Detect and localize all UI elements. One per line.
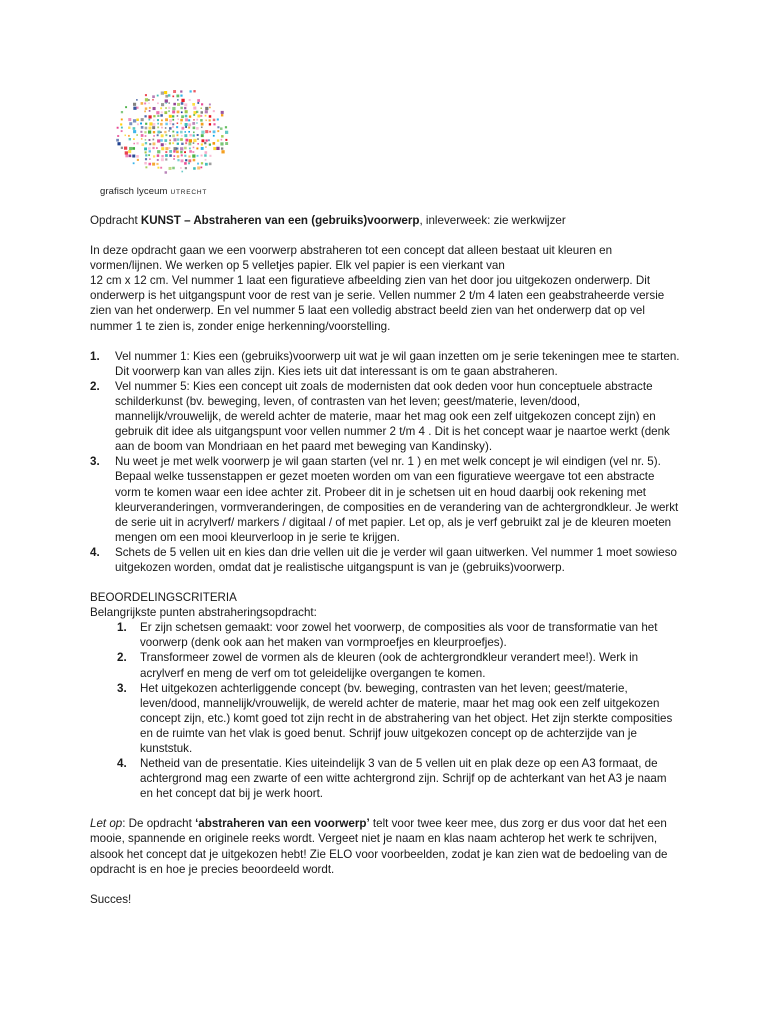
note-paragraph: [90, 816, 680, 876]
logo-school-name: grafisch lyceum: [100, 186, 168, 197]
logo-city: UTRECHT: [170, 189, 208, 196]
criteria-item: [90, 756, 680, 801]
step-text: Vel nummer 5: Kies een concept uit zoals de modernisten dat ook deden voor hun conceptuele abstracte schilderkunst (bv. beweging, leven, of contrasten van het leven; geest/materie, leven/dood, mannelijk/vrouwelijk, de wereld achter de materie, maar het mag ook een zelf uitgekozen concept zijn) en gebruik dit idee als uitgangspunt voor vellen nummer 2 t/m 4 . Dit is het concept waar je naartoe werkt (denk aan de boom van Mondriaan en het paard met beweging van Kandinsky).: [115, 379, 670, 454]
intro-line-1: In deze opdracht gaan we een voorwerp abstraheren tot een concept dat alleen bestaat uit kleuren en vormen/lijnen. We werken op 5 velletjes papier. Elk vel papier is een vierkant van: [90, 244, 613, 273]
title-bold: KUNST – Abstraheren van een (gebruiks)voorwerp: [140, 214, 420, 227]
intro-line-2: 12 cm x 12 cm. Vel nummer 1 laat een figuratieve afbeelding zien van het door jou uitgekozen onderwerp. Dit onderwerp is het uitgangspunt voor de rest van je serie. Vellen nummer 2 t/m 4 laten een geabstraheerde versie zien van het onderwerp. En vel nummer 5 laat een volledig abstract beeld zien van het onderwerp dat op vel nummer 1 te zien is, zonder enige herkenning/voorstelling.: [90, 274, 665, 333]
criteria-number: 1.: [117, 621, 127, 635]
logo-wordmark: [100, 186, 207, 198]
step-number: 1.: [90, 349, 100, 363]
title-prefix: Opdracht: [90, 214, 141, 227]
step-text: Nu weet je met welk voorwerp je wil gaan starten (vel nr. 1 ) en met welk concept je wil eindigen (vel nr. 5). Bepaal welke tussenstappen er gezet moeten worden om van een figuratieve weergave tot een abstracte vorm te komen waar een idee achter zit. Probeer dit in je schetsen uit en houd daarbij ook rekening met kleurveranderingen, vormveranderingen, de composities en de verandering van de achtergrondkleur. Je werkt de serie uit in acrylverf/ markers / digitaal / of met papier. Let op, als je verf gebruikt zal je de kleuren moeten mengen om een mooi kleurverloop in je serie te krijgen.: [115, 455, 679, 544]
step-number: 3.: [90, 455, 100, 469]
step-item: [90, 379, 680, 454]
criteria-list: [90, 620, 680, 801]
intro-paragraph: [90, 243, 680, 334]
note-bold: ‘abstraheren van een voorwerp’: [195, 817, 370, 831]
criteria-item: [90, 650, 680, 680]
criteria-subheading: Belangrijkste punten abstraheringsopdracht:: [90, 606, 317, 620]
criteria-text: Transformeer zowel de vormen als de kleuren (ook de achtergrondkleur verandert mee!). Werk in acrylverf en meng de verf om tot geleidelijke overgangen te komen.: [140, 651, 639, 680]
step-item: [90, 454, 680, 545]
assignment-title: [90, 213, 680, 228]
step-number: 4.: [90, 545, 100, 559]
grafisch-lyceum-logo-icon: [96, 82, 246, 200]
criteria-heading: BEOORDELINGSCRITERIA: [90, 591, 237, 605]
criteria-item: [90, 681, 680, 756]
document-body: [90, 213, 680, 907]
note-lead: Let op: [90, 817, 123, 831]
criteria-number: 2.: [117, 651, 127, 665]
title-suffix: , inleverweek: zie werkwijzer: [419, 214, 566, 227]
step-text: Vel nummer 1: Kies een (gebruiks)voorwerp uit wat je wil gaan inzetten om je serie tekeningen mee te starten. Dit voorwerp kan van alles zijn. Kies iets uit dat interessant is om te gaan abstraheren.: [115, 349, 680, 378]
note-colon: : De opdracht: [122, 817, 196, 831]
step-number: 2.: [90, 379, 100, 393]
criteria-text: Er zijn schetsen gemaakt: voor zowel het voorwerp, de composities als voor de transformatie van het voorwerp (denk ook aan het maken van vormproefjes en kleurproefjes).: [140, 621, 658, 650]
step-item: [90, 545, 680, 575]
closing-text: Succes!: [90, 892, 132, 906]
criteria-number: 3.: [117, 681, 127, 695]
note-rest: telt voor twee keer mee, dus zorg er dus voor dat het een mooie, spannende en originele reeks wordt. Vergeet niet je naam en klas naam achterop het werk te schrijven, alsook het concept dat je uitgekozen hebt! Zie ELO voor voorbeelden, zodat je kan zien wat de bedoeling van de opdracht is en hoe je precies beoordeeld wordt.: [90, 817, 668, 876]
step-text: Schets de 5 vellen uit en kies dan drie vellen uit die je verder wil gaan uitwerken. Vel nummer 1 moet sowieso uitgekozen worden, omdat dat je realistische uitgangspunt is van je (gebruiks)voorwerp.: [115, 545, 677, 574]
criteria-text: Netheid van de presentatie. Kies uiteindelijk 3 van de 5 vellen uit en plak deze op een A3 formaat, de achtergrond mag een zwarte of een witte achtergrond zijn. Schrijf op de achterkant van het A3 je naam en het concept dat bij je werk hoort.: [140, 757, 667, 801]
step-item: [90, 349, 680, 379]
steps-list: [90, 349, 680, 575]
criteria-number: 4.: [117, 757, 127, 771]
criteria-text: Het uitgekozen achterliggende concept (bv. beweging, contrasten van het leven; geest/materie, leven/dood, mannelijk/vrouwelijk, de wereld achter de materie, maar het mag ook een zelf uitgekozen concept zijn, etc.) komt goed tot zijn recht in de abstrahering van het object. Het zijn sterkte composities en de ruimte van het vlak is goed benut. Schrijf jouw uitgekozen concept op de achterzijde van je kunststuk.: [140, 681, 673, 755]
criteria-item: [90, 620, 680, 650]
